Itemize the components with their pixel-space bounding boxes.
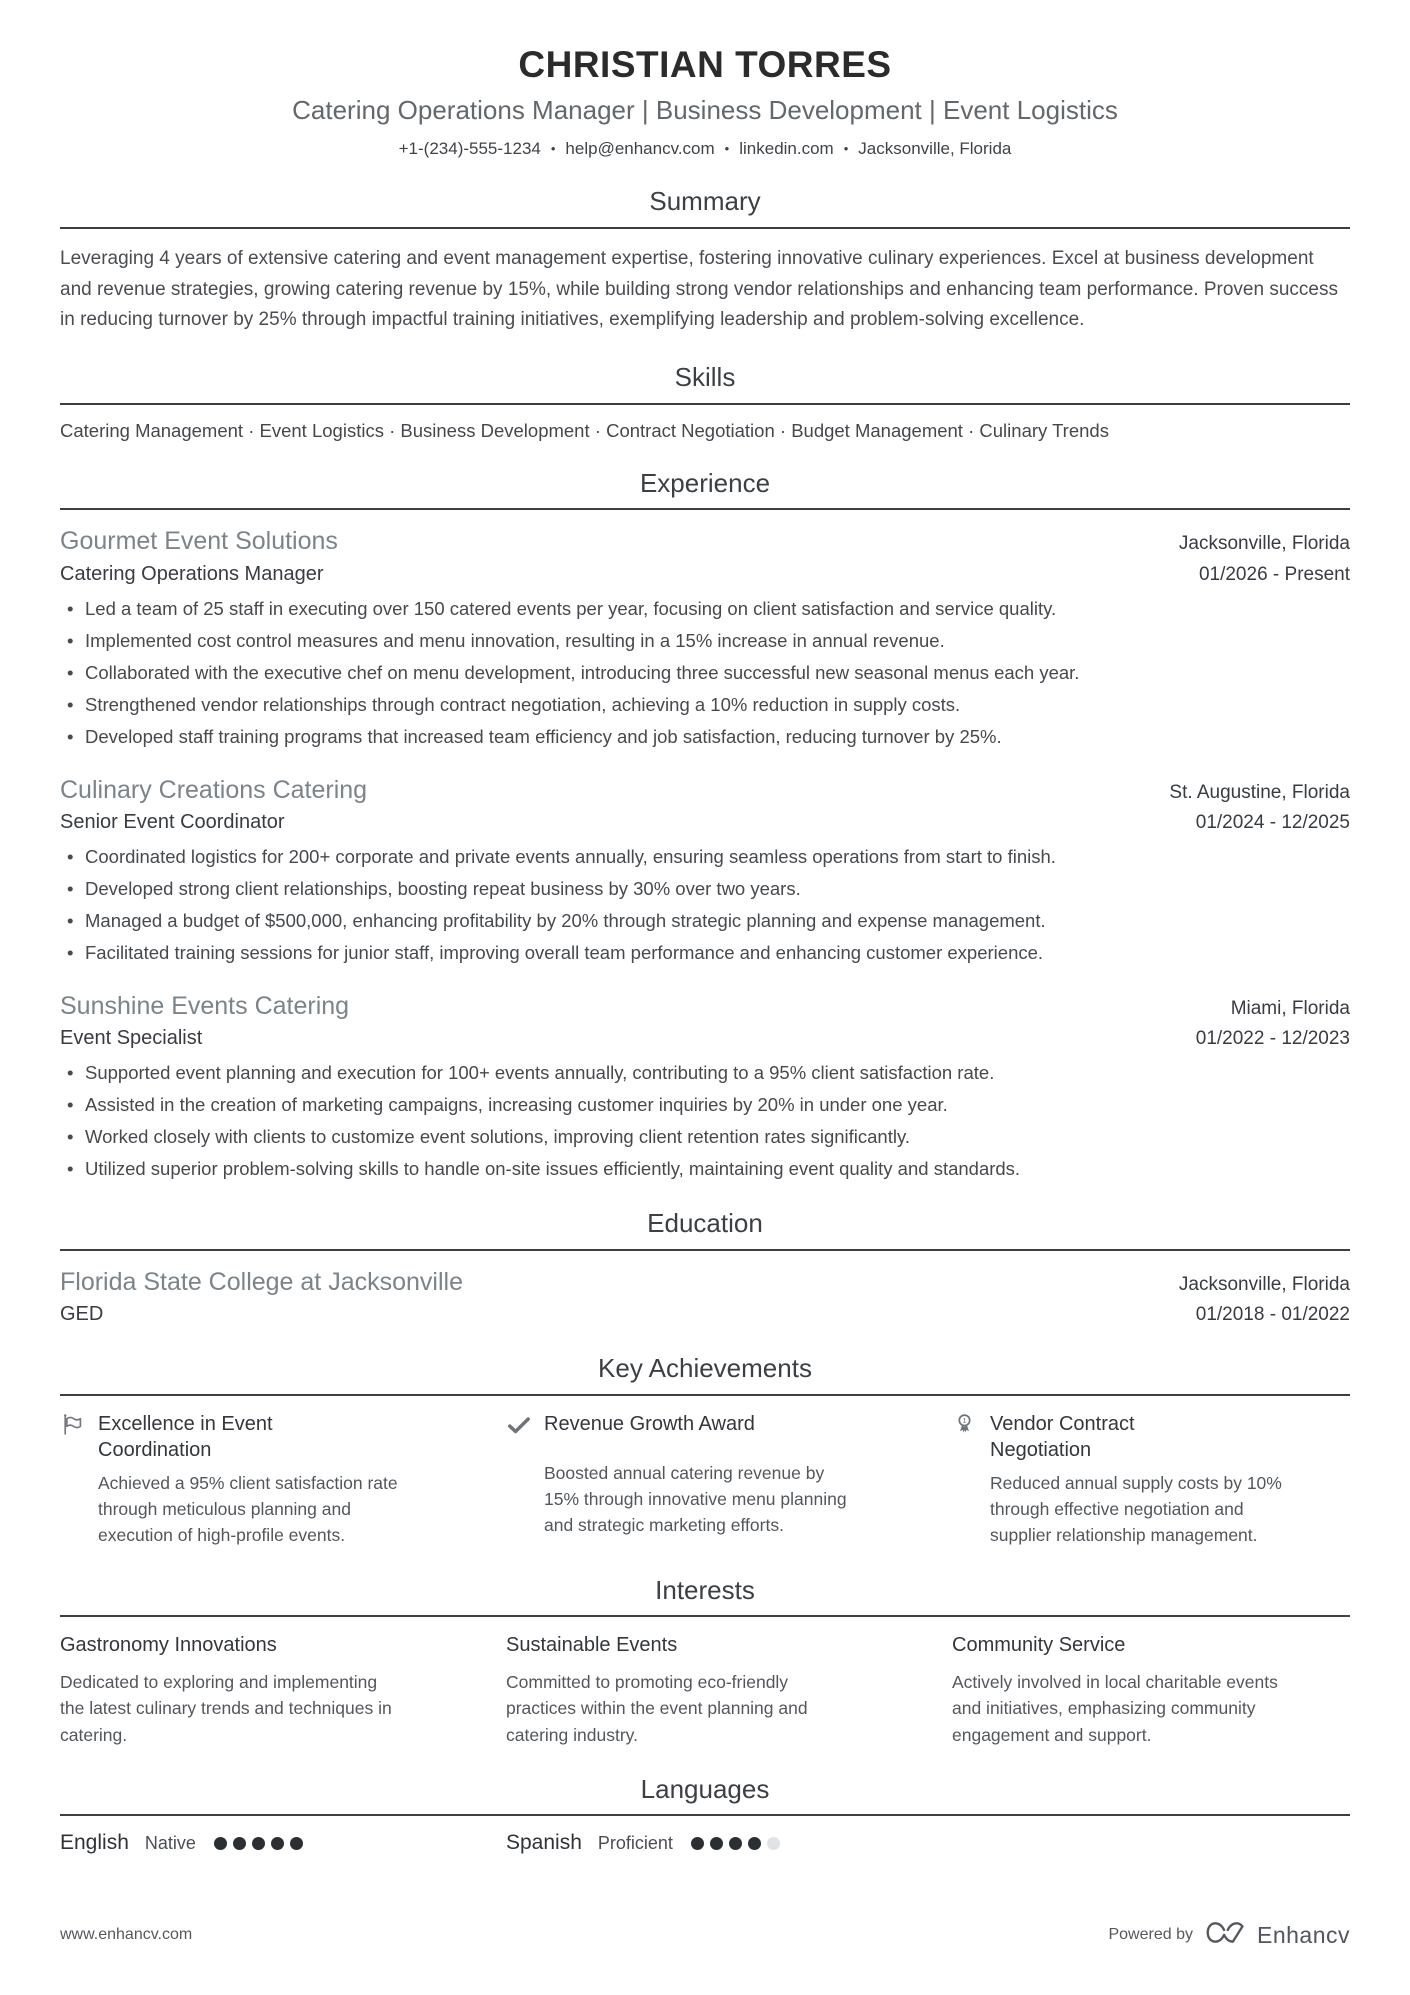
check-icon [506, 1412, 544, 1443]
school-location: Jacksonville, Florida [1178, 1273, 1350, 1295]
job-bullet: • Assisted in the creation of marketing campaigns, increasing customer inquiries by 20% in under one year. [60, 1093, 1350, 1118]
experience-entry [60, 774, 1350, 966]
section-divider [60, 1394, 1350, 1396]
job-bullet: • Managed a budget of $500,000, enhancing profitability by 20% through strategic planning and expense management. [60, 909, 1350, 934]
degree: GED [60, 1303, 104, 1326]
education-dates: 01/2018 - 01/2022 [1195, 1304, 1350, 1326]
job-bullet: • Led a team of 25 staff in executing over 150 catered events per year, focusing on client satisfaction and service quality. [60, 597, 1350, 622]
achievements-heading: Key Achievements [598, 1353, 812, 1384]
achievement-text: Reduced annual supply costs by 10% through effective negotiation and supplier relationship management. [990, 1472, 1282, 1546]
interest-text: Actively involved in local charitable events and initiatives, emphasizing community engagement and support. [952, 1672, 1278, 1745]
skill-item: · Business Development [384, 420, 590, 441]
job-bullet-list [60, 597, 1350, 750]
language-item [60, 1831, 458, 1855]
contact-linkedin[interactable]: linkedin.com [739, 139, 834, 159]
enhancv-wordmark[interactable]: Enhancv [1256, 1921, 1350, 1948]
interests-heading: Interests [655, 1574, 755, 1605]
language-level-dots [691, 1837, 780, 1850]
interest-title: Gastronomy Innovations [60, 1634, 277, 1657]
language-name: Spanish [506, 1831, 582, 1855]
flag-icon [60, 1412, 98, 1442]
job-bullet-list [60, 845, 1350, 966]
skill-item: · Culinary Trends [963, 420, 1109, 441]
achievement-item [60, 1411, 458, 1549]
language-spacer [952, 1831, 1350, 1855]
page-footer [60, 1919, 1350, 1951]
language-level-dot [691, 1837, 704, 1850]
education-entry [60, 1266, 1350, 1328]
job-dates: 01/2026 - Present [1198, 563, 1350, 585]
interest-title: Community Service [952, 1634, 1126, 1657]
section-experience [60, 467, 1350, 1183]
job-bullet: • Facilitated training sessions for junior staff, improving overall team performance and enhancing customer experience. [60, 941, 1350, 966]
section-languages [60, 1773, 1350, 1856]
candidate-headline: Catering Operations Manager | Business Development | Event Logistics [292, 94, 1118, 125]
candidate-name: CHRISTIAN TORRES [518, 44, 892, 85]
section-divider [60, 508, 1350, 510]
section-skills [60, 361, 1350, 442]
job-title: Event Specialist [60, 1027, 203, 1050]
language-item [506, 1831, 904, 1855]
job-bullet: • Developed staff training programs that increased team efficiency and job satisfaction, reducing turnover by 25%. [60, 725, 1350, 750]
section-divider [60, 1615, 1350, 1617]
summary-heading: Summary [649, 186, 761, 217]
language-level-dot [271, 1837, 284, 1850]
education-heading: Education [647, 1208, 763, 1239]
skills-heading: Skills [674, 362, 736, 393]
skills-list [60, 420, 1350, 442]
section-key-achievements [60, 1352, 1350, 1548]
summary-text: Leveraging 4 years of extensive catering and event management expertise, fostering innovative culinary experiences. Excel at business development and revenue strategies, growing catering revenue by 15%, while building strong vendor relationships and enhancing team performance. Proven success in reducing turnover by 25% through impactful training initiatives, exemplifying leadership and problem-solving excellence. [60, 247, 1338, 331]
contact-phone: +1-(234)-555-1234 [398, 139, 541, 159]
languages-heading: Languages [640, 1773, 770, 1804]
achievement-text: Achieved a 95% client satisfaction rate through meticulous planning and execution of high-profile events. [98, 1472, 398, 1546]
job-bullet: • Strengthened vendor relationships through contract negotiation, achieving a 10% reduction in supply costs. [60, 693, 1350, 718]
interest-title: Sustainable Events [506, 1634, 678, 1657]
achievement-item [506, 1411, 904, 1549]
skill-item: · Event Logistics [243, 420, 384, 441]
job-bullet-list [60, 1061, 1350, 1182]
achievement-title: Vendor Contract Negotiation [990, 1412, 1135, 1461]
language-level-label: Native [144, 1832, 196, 1853]
section-divider [60, 1249, 1350, 1251]
enhancv-logo-icon[interactable] [1205, 1919, 1245, 1951]
interest-item [506, 1632, 904, 1748]
skill-item: · Contract Negotiation [590, 420, 775, 441]
achievement-text: Boosted annual catering revenue by 15% through innovative menu planning and strategic marketing efforts. [544, 1462, 847, 1536]
contact-separator: • [724, 141, 730, 157]
language-level-dot [252, 1837, 265, 1850]
experience-entry [60, 525, 1350, 749]
section-interests [60, 1574, 1350, 1748]
section-divider [60, 227, 1350, 229]
interest-text: Dedicated to exploring and implementing the latest culinary trends and techniques in catering. [60, 1672, 392, 1745]
language-level-dot [767, 1837, 780, 1850]
job-title: Senior Event Coordinator [60, 811, 285, 834]
job-title: Catering Operations Manager [60, 562, 324, 585]
section-divider [60, 403, 1350, 405]
job-dates: 01/2024 - 12/2025 [1195, 812, 1350, 834]
resume-header [60, 44, 1350, 160]
language-level-dot [214, 1837, 227, 1850]
powered-by-label: Powered by [1108, 1926, 1193, 1943]
achievement-title: Revenue Growth Award [544, 1412, 755, 1435]
contact-separator: • [843, 141, 849, 157]
skill-item: · Budget Management [775, 420, 963, 441]
interest-text: Committed to promoting eco-friendly practices within the event planning and catering industry. [506, 1672, 808, 1745]
footer-website-link[interactable]: www.enhancv.com [60, 1926, 193, 1943]
language-level-dots [214, 1837, 303, 1850]
school-name: Florida State College at Jacksonville [60, 1267, 463, 1296]
skill-item: Catering Management [60, 419, 244, 441]
section-divider [60, 1814, 1350, 1816]
medal-icon [952, 1412, 990, 1442]
language-level-dot [710, 1837, 723, 1850]
achievement-item [952, 1411, 1350, 1549]
language-level-label: Proficient [597, 1832, 673, 1853]
interest-item [952, 1632, 1350, 1748]
svg-text:1: 1 [962, 1415, 967, 1425]
language-level-dot [729, 1837, 742, 1850]
contact-email[interactable]: help@enhancv.com [565, 139, 715, 159]
language-name: English [60, 1831, 129, 1855]
job-bullet: • Utilized superior problem-solving skills to handle on-site issues efficiently, maintaining event quality and standards. [60, 1157, 1350, 1182]
company-name: Culinary Creations Catering [60, 775, 368, 804]
language-level-dot [290, 1837, 303, 1850]
contact-location: Jacksonville, Florida [858, 139, 1012, 159]
job-location: Jacksonville, Florida [1178, 533, 1350, 555]
job-bullet: • Supported event planning and execution for 100+ events annually, contributing to a 95% client satisfaction rate. [60, 1061, 1350, 1086]
job-bullet: • Coordinated logistics for 200+ corporate and private events annually, ensuring seamless operations from start to finish. [60, 845, 1350, 870]
experience-entry [60, 990, 1350, 1182]
job-bullet: • Developed strong client relationships, boosting repeat business by 30% over two years. [60, 877, 1350, 902]
contact-separator: • [550, 141, 556, 157]
job-bullet: • Worked closely with clients to customize event solutions, improving client retention rates significantly. [60, 1125, 1350, 1150]
achievement-title: Excellence in Event Coordination [98, 1412, 273, 1461]
job-location: Miami, Florida [1230, 997, 1350, 1019]
contact-line [60, 138, 1350, 160]
job-dates: 01/2022 - 12/2023 [1195, 1028, 1350, 1050]
language-level-dot [748, 1837, 761, 1850]
company-name: Gourmet Event Solutions [60, 527, 338, 556]
language-level-dot [233, 1837, 246, 1850]
experience-heading: Experience [639, 467, 771, 498]
interest-item [60, 1632, 458, 1748]
job-bullet: • Collaborated with the executive chef on menu development, introducing three successful new seasonal menus each year. [60, 661, 1350, 686]
section-summary [60, 185, 1350, 336]
company-name: Sunshine Events Catering [60, 991, 350, 1020]
section-education [60, 1207, 1350, 1327]
job-location: St. Augustine, Florida [1169, 781, 1350, 803]
job-bullet: • Implemented cost control measures and menu innovation, resulting in a 15% increase in annual revenue. [60, 629, 1350, 654]
